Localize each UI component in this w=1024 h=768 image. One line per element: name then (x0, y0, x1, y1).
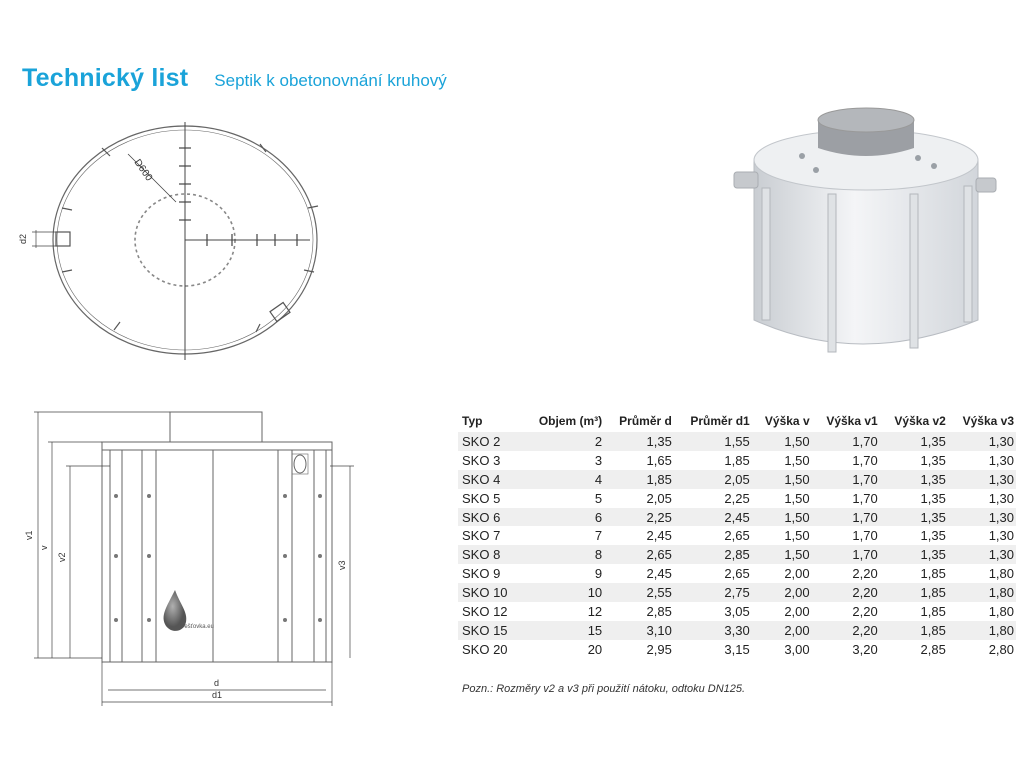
table-cell: 2,00 (784, 603, 810, 619)
table-cell: 1,85 (920, 566, 946, 582)
table-cell: 15 (587, 622, 603, 638)
table-cell: 1,30 (988, 528, 1014, 544)
document-header (22, 64, 447, 93)
column-header: Výška v3 (962, 414, 1014, 428)
table-cell: 2,25 (646, 509, 672, 525)
side-view-drawing (20, 400, 360, 710)
table-cell: 1,70 (852, 547, 878, 563)
table-cell: 1,35 (920, 547, 946, 563)
table-cell: 1,35 (920, 452, 946, 468)
table-cell: 1,35 (646, 433, 672, 449)
table-cell: 1,50 (784, 509, 810, 525)
spec-table (458, 414, 1016, 659)
table-header-row (458, 414, 1016, 432)
table-cell: 3,15 (724, 641, 750, 657)
table-cell: 1,85 (724, 452, 750, 468)
table-cell: SKO 6 (462, 509, 501, 525)
table-row (458, 564, 1016, 583)
table-cell: SKO 3 (462, 452, 501, 468)
table-row (458, 640, 1016, 659)
table-body (458, 432, 1016, 659)
table-cell: SKO 8 (462, 547, 501, 563)
table-cell: SKO 5 (462, 490, 501, 506)
table-cell: 1,85 (920, 622, 946, 638)
table-cell: 2,00 (784, 622, 810, 638)
table-row (458, 545, 1016, 564)
table-cell: SKO 9 (462, 566, 501, 582)
table-cell: 1,30 (988, 490, 1014, 506)
v1-label: v1 (24, 530, 34, 540)
table-cell: 6 (594, 509, 603, 525)
table-row (458, 489, 1016, 508)
table-cell: 9 (594, 566, 603, 582)
d2-label: d2 (18, 233, 28, 244)
table-cell: 1,30 (988, 547, 1014, 563)
table-cell: 1,80 (988, 566, 1014, 582)
column-header: Výška v1 (826, 414, 878, 428)
table-cell: 2,95 (646, 641, 672, 657)
table-cell: 2,85 (646, 603, 672, 619)
footnote: Pozn.: Rozměry v2 a v3 při použití nátoku, odtoku DN125. (462, 683, 746, 695)
table-cell: 1,50 (784, 528, 810, 544)
table-cell: 1,35 (920, 509, 946, 525)
table-cell: 2,20 (852, 585, 878, 601)
table-cell: 2,75 (724, 585, 750, 601)
table-cell: 1,70 (852, 528, 878, 544)
table-cell: SKO 10 (462, 585, 508, 601)
table-cell: 1,80 (988, 585, 1014, 601)
table-cell: 2,85 (724, 547, 750, 563)
column-header: Výška v2 (894, 414, 946, 428)
table-cell: 2,05 (724, 471, 750, 487)
table-cell: 1,65 (646, 452, 672, 468)
table-cell: 1,30 (988, 433, 1014, 449)
table-cell: 1,70 (852, 509, 878, 525)
table-cell: 20 (587, 641, 603, 657)
column-header: Objem (m³) (538, 414, 603, 428)
table-cell: SKO 4 (462, 471, 501, 487)
table-row (458, 432, 1016, 451)
table-cell: 1,30 (988, 452, 1014, 468)
table-cell: 1,70 (852, 452, 878, 468)
table-row (458, 583, 1016, 602)
v3-label: v3 (337, 560, 347, 570)
table-cell: 1,50 (784, 490, 810, 506)
table-cell: 2 (594, 433, 603, 449)
table-cell: 8 (594, 547, 603, 563)
table-cell: 1,85 (920, 585, 946, 601)
table-cell: SKO 15 (462, 622, 508, 638)
table-cell: 3,00 (784, 641, 810, 657)
table-cell: 2,65 (646, 547, 672, 563)
table-row (458, 526, 1016, 545)
table-cell: 2,20 (852, 622, 878, 638)
table-cell: 1,85 (920, 603, 946, 619)
column-header: Výška v (764, 414, 810, 428)
table-cell: 5 (594, 490, 603, 506)
table-cell: 2,45 (646, 528, 672, 544)
table-cell: 1,35 (920, 490, 946, 506)
table-cell: SKO 2 (462, 433, 501, 449)
column-header: Průměr d1 (690, 414, 750, 428)
watermark-text: Dešťovka.eu (180, 624, 214, 630)
table-cell: 2,25 (724, 490, 750, 506)
table-cell: 1,70 (852, 490, 878, 506)
table-row (458, 508, 1016, 527)
table-cell: 1,70 (852, 433, 878, 449)
table-cell: 7 (594, 528, 603, 544)
table-cell: 2,65 (724, 566, 750, 582)
table-cell: 2,55 (646, 585, 672, 601)
d1-label: d1 (212, 690, 223, 700)
table-cell: 3,10 (646, 622, 672, 638)
column-header: Typ (462, 414, 483, 428)
d-label: d (214, 678, 220, 688)
column-header: Průměr d (619, 414, 672, 428)
table-cell: 2,45 (724, 509, 750, 525)
opening-diameter-label: D600 (131, 157, 155, 184)
table-cell: 3,30 (724, 622, 750, 638)
table-cell: 1,30 (988, 471, 1014, 487)
page-title: Technický list (22, 64, 189, 92)
table-cell: 1,70 (852, 471, 878, 487)
table-cell: 2,20 (852, 603, 878, 619)
table-cell: SKO 12 (462, 603, 508, 619)
table-cell: 3,20 (852, 641, 878, 657)
table-cell: 1,50 (784, 547, 810, 563)
v2-label: v2 (57, 552, 67, 562)
table-cell: 2,80 (988, 641, 1014, 657)
table-row (458, 602, 1016, 621)
table-cell: 1,55 (724, 433, 750, 449)
v-label: v (39, 545, 49, 550)
table-row (458, 621, 1016, 640)
table-cell: 2,00 (784, 566, 810, 582)
top-view-drawing (10, 110, 340, 370)
table-cell: 2,00 (784, 585, 810, 601)
table-cell: 2,20 (852, 566, 878, 582)
table-cell: 1,85 (646, 471, 672, 487)
table-cell: 1,35 (920, 528, 946, 544)
table-cell: 2,65 (724, 528, 750, 544)
table-cell: 1,35 (920, 433, 946, 449)
table-cell: 1,30 (988, 509, 1014, 525)
table-cell: 1,80 (988, 622, 1014, 638)
table-cell: 12 (587, 603, 603, 619)
table-cell: SKO 7 (462, 528, 501, 544)
product-illustration (720, 98, 1010, 378)
table-cell: 4 (594, 471, 603, 487)
table-row (458, 470, 1016, 489)
table-cell: SKO 20 (462, 641, 508, 657)
table-cell: 1,80 (988, 603, 1014, 619)
table-cell: 2,45 (646, 566, 672, 582)
table-cell: 1,35 (920, 471, 946, 487)
table-cell: 1,50 (784, 471, 810, 487)
table-cell: 3 (594, 452, 603, 468)
table-row (458, 451, 1016, 470)
table-cell: 1,50 (784, 433, 810, 449)
table-cell: 10 (587, 585, 603, 601)
table-cell: 2,85 (920, 641, 946, 657)
page-subtitle: Septik k obetonovnání kruhový (214, 71, 447, 90)
table-cell: 2,05 (646, 490, 672, 506)
table-cell: 1,50 (784, 452, 810, 468)
table-cell: 3,05 (724, 603, 750, 619)
